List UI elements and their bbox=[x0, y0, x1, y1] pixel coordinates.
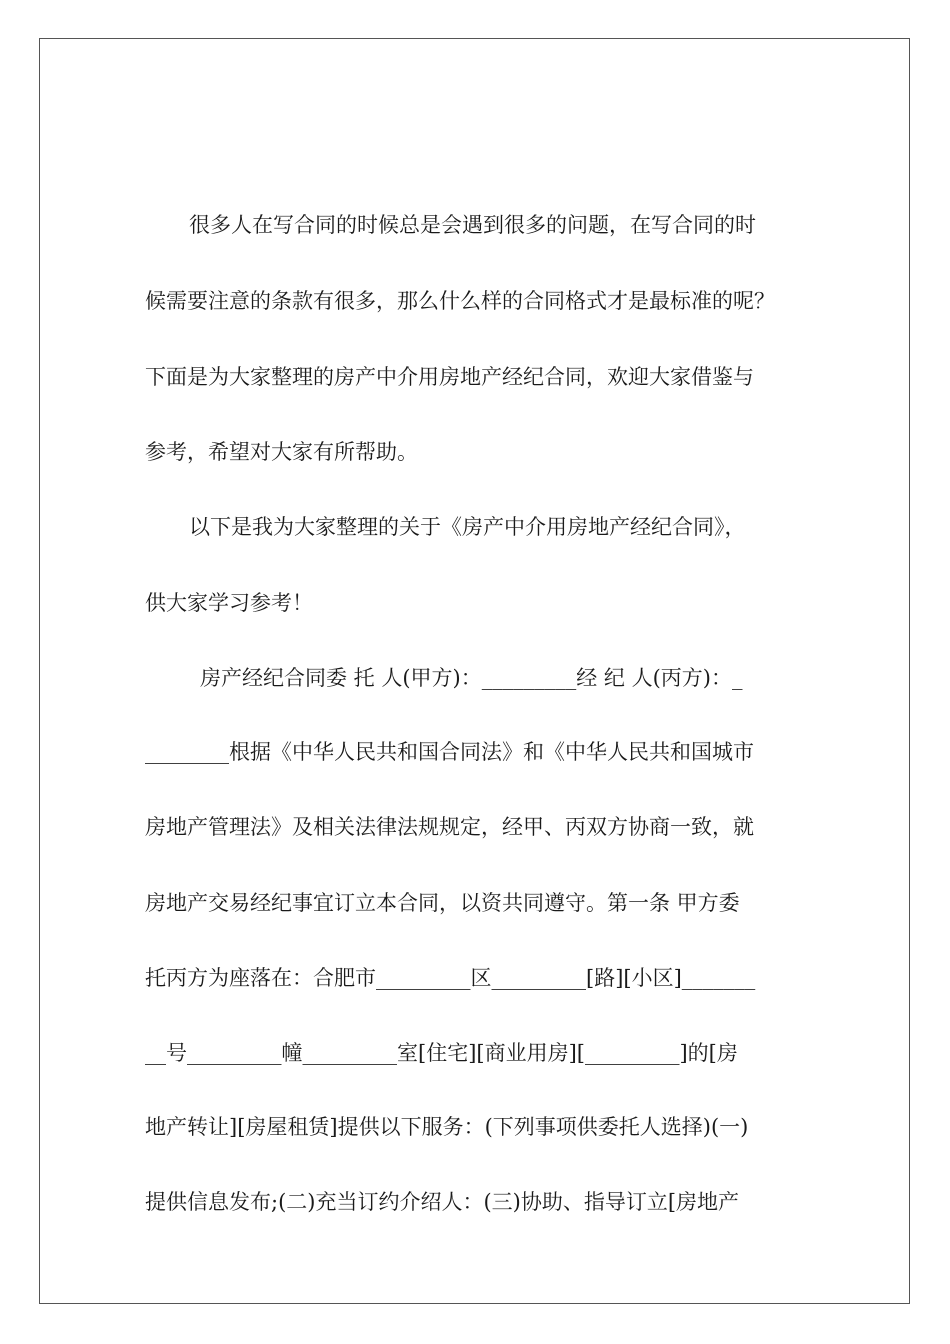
text-line: 托丙方为座落在：合肥市_________区_________[路][小区]_______ bbox=[145, 966, 756, 990]
text-line: 以下是我为大家整理的关于《房产中介用房地产经纪合同》， bbox=[189, 515, 746, 539]
text-line: 房地产管理法》及相关法律法规规定，经甲、丙双方协商一致，就 bbox=[145, 815, 754, 839]
text-line: 地产转让][房屋租赁]提供以下服务：(下列事项供委托人选择)(一) bbox=[145, 1115, 749, 1139]
text-line: 下面是为大家整理的房产中介用房地产经纪合同，欢迎大家借鉴与 bbox=[145, 365, 754, 389]
text-line: ________根据《中华人民共和国合同法》和《中华人民共和国城市 bbox=[145, 740, 754, 764]
text-line: 很多人在写合同的时候总是会遇到很多的问题，在写合同的时 bbox=[189, 213, 756, 237]
text-line: 房地产交易经纪事宜订立本合同，以资共同遵守。第一条 甲方委 bbox=[145, 891, 740, 915]
text-line: 提供信息发布;(二)充当订约介绍人：(三)协助、指导订立[房地产 bbox=[145, 1190, 740, 1214]
text-line: 参考，希望对大家有所帮助。 bbox=[145, 440, 418, 464]
text-line: 供大家学习参考！ bbox=[145, 591, 313, 615]
text-line: __号_________幢_________室[住宅][商业用房][_________]的[房 bbox=[145, 1041, 738, 1065]
text-line: 房产经纪合同委 托 人(甲方)：_________经 纪 人(丙方)：_ bbox=[200, 666, 743, 690]
text-line: 候需要注意的条款有很多，那么什么样的合同格式才是最标准的呢？ bbox=[145, 289, 775, 313]
